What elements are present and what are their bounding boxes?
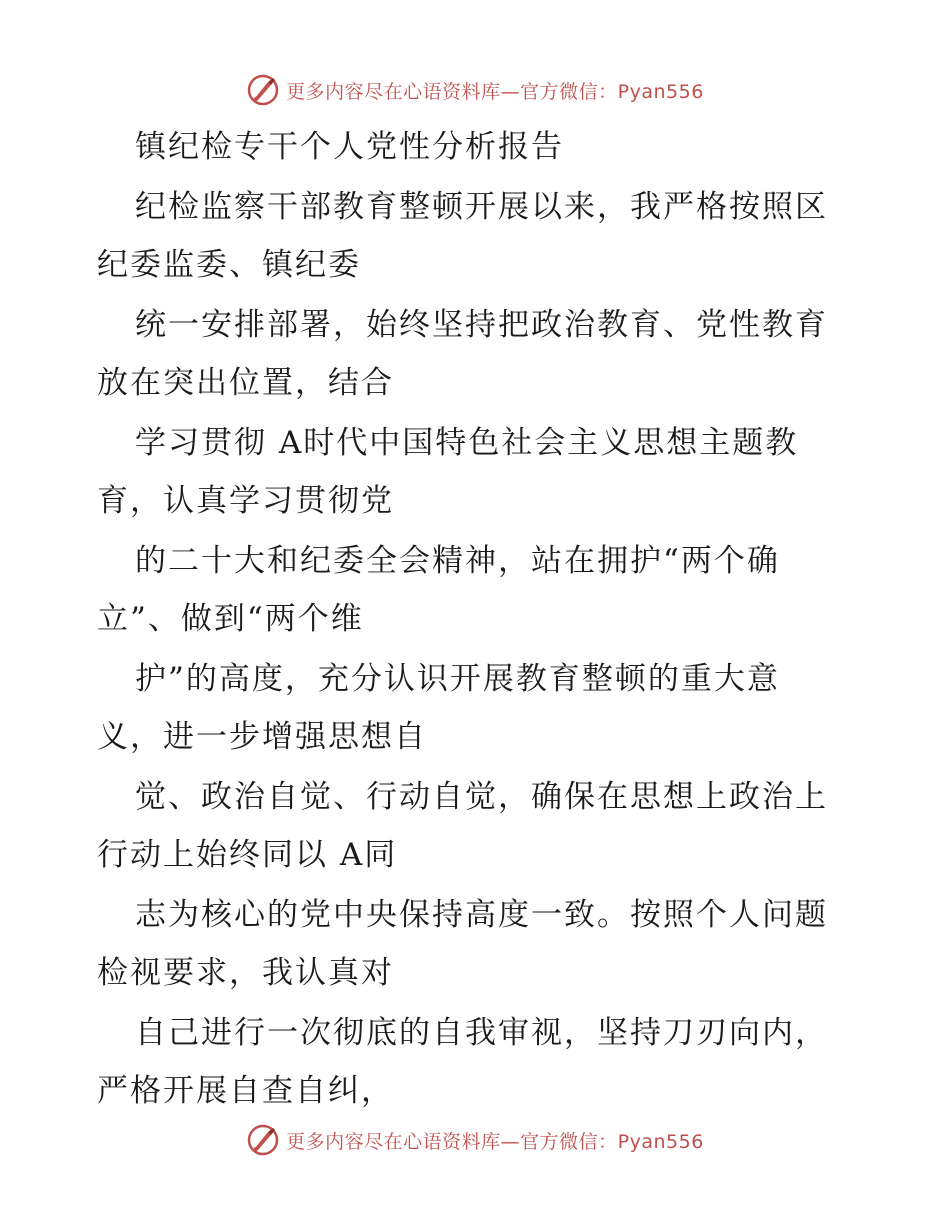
- paragraph-line: 学习贯彻 A时代中国特色社会主义思想主题教: [135, 425, 799, 461]
- paragraph-line: 纪检监察干部教育整顿开展以来，我严格按照区: [135, 189, 828, 225]
- paragraph-line: 行动上始终同以 A同: [97, 837, 398, 873]
- paragraph-line: 严格开展自查自纠，: [97, 1073, 394, 1109]
- paragraph-line: 立”、做到“两个维: [97, 601, 364, 637]
- document-title: 镇纪检专干个人党性分析报告: [135, 129, 564, 165]
- paragraph-line: 育，认真学习贯彻党: [97, 483, 394, 519]
- banner-text: 更多内容尽在心语资料库—官方微信：Pyan556: [286, 1130, 704, 1153]
- paragraph-line: 统一安排部署，始终坚持把政治教育、党性教育: [135, 307, 828, 343]
- paragraph-line: 的二十大和纪委全会精神，站在拥护“两个确: [135, 543, 780, 579]
- header-banner: [0, 70, 950, 110]
- paragraph-line: 志为核心的党中央保持高度一致。按照个人问题: [135, 897, 828, 933]
- paragraph-line: 义，进一步增强思想自: [97, 719, 427, 755]
- paragraph-line: 纪委监委、镇纪委: [97, 247, 361, 283]
- paragraph-line: 放在突出位置，结合: [97, 365, 394, 401]
- quill-seal-icon: [246, 1123, 280, 1157]
- footer-banner: [0, 1120, 950, 1160]
- quill-seal-icon: [246, 73, 280, 107]
- paragraph-line: 检视要求，我认真对: [97, 955, 394, 991]
- paragraph-line: 自己进行一次彻底的自我审视，坚持刀刃向内，: [135, 1015, 828, 1051]
- banner-text: 更多内容尽在心语资料库—官方微信：Pyan556: [286, 80, 704, 103]
- paragraph-line: 护”的高度，充分认识开展教育整顿的重大意: [135, 661, 780, 697]
- paragraph-line: 觉、政治自觉、行动自觉，确保在思想上政治上: [135, 779, 828, 815]
